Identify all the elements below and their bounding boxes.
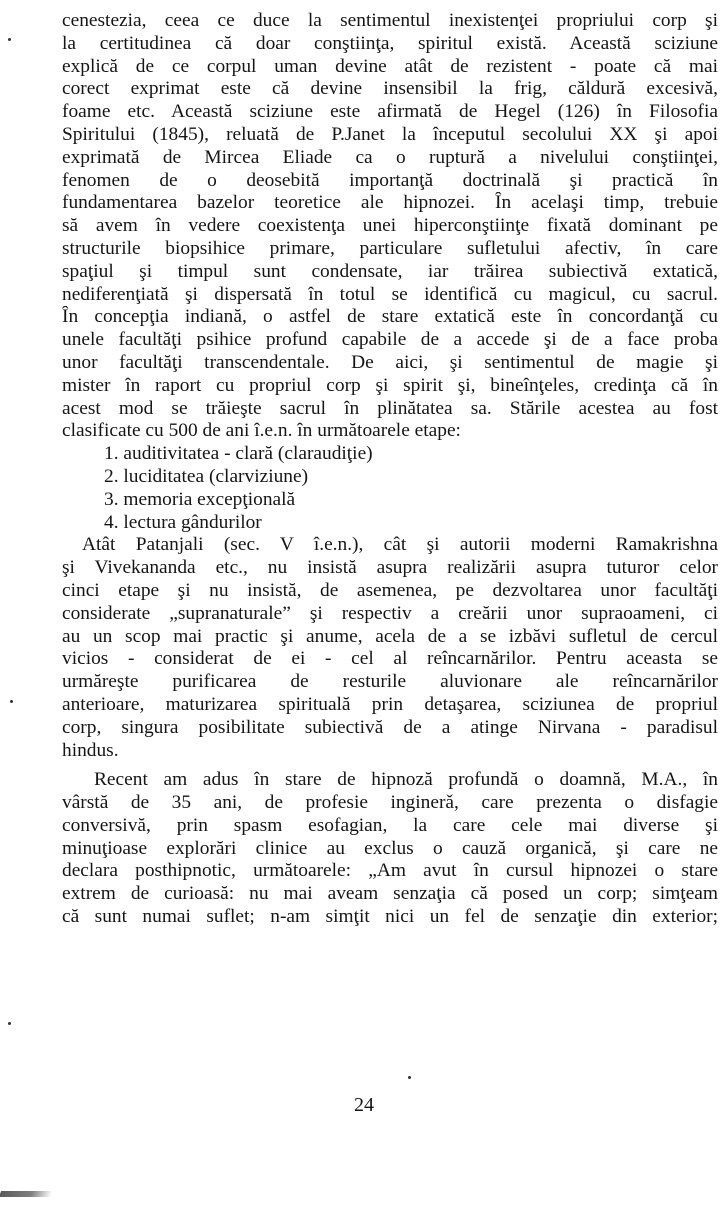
text-line: la certitudinea că doar conştiinţa, spiritul există. Această sciziune (62, 32, 718, 54)
text-line: clasificate cu 500 de ani î.e.n. în următoarele etape: (62, 420, 461, 442)
text-line: corect exprimat este că devine insensibil la frig, căldură excesivă, (62, 78, 718, 100)
list-item: 2. luciditatea (clarviziune) (104, 465, 309, 487)
text-line: anterioare, maturizarea spirituală prin detaşarea, sciziunea de propriul (62, 693, 718, 715)
text-line: fenomen de o deosebită importanţă doctrinală şi practică în (62, 169, 718, 191)
text-line: cenestezia, ceea ce duce la sentimentul inexistenţei propriului corp şi (62, 10, 718, 31)
text-line: nediferenţiată şi dispersată în totul se identifică cu magicul, cu sacrul. (62, 283, 718, 305)
page-number: 24 (354, 1094, 374, 1116)
text-line: exprimată de Mircea Eliade ca o ruptură a nivelului conştiinţei, (62, 146, 718, 168)
body-text (62, 10, 718, 929)
scan-speck (10, 700, 13, 703)
paragraph-gap (62, 762, 718, 769)
text-line: unor facultăţi transcendentale. De aici, şi sentimentul de magie şi (62, 351, 718, 373)
text-line: corp, singura posibilitate subiectivă de a atinge Nirvana - paradisul (62, 716, 718, 738)
text-line: spaţiul şi timpul sunt condensate, iar trăirea subiectivă extatică, (62, 260, 718, 282)
text-line: au un scop mai practic şi anume, acela de a se izbăvi sufletul de cercul (62, 625, 718, 647)
text-line: că sunt numai suflet; n-am simţit nici un fel de senzaţie din exterior; (62, 906, 718, 928)
text-line: Spiritului (1845), reluată de P.Janet la începutul secolului XX şi apoi (62, 123, 718, 145)
text-line: hindus. (62, 739, 119, 761)
text-line: Atât Patanjali (sec. V î.e.n.), cât şi autorii moderni Ramakrishna (82, 534, 718, 556)
text-line: să avem în vedere coexistenţa unei hiperconştiinţe fixată dominant pe (62, 215, 718, 237)
text-line: cinci etape şi nu insistă, de asemenea, pe dezvoltarea unor facultăţi (62, 579, 718, 601)
scan-speck (8, 1022, 11, 1025)
list-item: 1. auditivitatea - clară (claraudiţie) (104, 443, 373, 465)
text-line: vârstă de 35 ani, de profesie inginerǎ, care prezenta o disfagie (62, 792, 718, 814)
scan-speck (8, 38, 11, 41)
text-line: extrem de curioasă: nu mai aveam senzaţia că posed un corp; simţeam (62, 883, 718, 905)
list-item: 3. memoria excepţională (104, 488, 296, 510)
text-line: minuţioase explorări clinice au exclus o cauză organică, şi care ne (62, 837, 718, 859)
scan-artifact (0, 1191, 53, 1197)
text-line: vicios - considerat de ei - cel al reîncarnărilor. Pentru aceasta se (62, 648, 718, 670)
text-line: foame etc. Această sciziune este afirmată de Hegel (126) în Filosofia (62, 101, 718, 123)
text-line: acest mod se trăieşte sacrul în plinătatea sa. Stările acestea au fost (62, 397, 718, 419)
list-item: 4. lectura gândurilor (104, 511, 262, 533)
text-line: În concepţia indiană, o astfel de stare extatică este în concordanţă cu (62, 306, 718, 328)
text-line: declara posthipnotic, următoarele: „Am avut în cursul hipnozei o stare (62, 860, 718, 882)
scan-speck (408, 1076, 411, 1079)
text-line: considerate „supranaturale” şi respectiv a creării unor supraoameni, ci (62, 602, 718, 624)
text-line: conversivă, prin spasm esofagian, la care cele mai diverse şi (62, 814, 718, 836)
text-line: structurile biopsihice primare, particulare sufletului afectiv, în care (62, 237, 718, 259)
text-line: explică de ce corpul uman devine atât de rezistent - poate că mai (62, 55, 718, 77)
text-line: unele facultăţi psihice profund capabile de a accede şi de a face proba (62, 329, 718, 351)
text-line: Recent am adus în stare de hipnoză profundă o doamnă, M.A., în (94, 769, 718, 791)
text-line: şi Vivekananda etc., nu insistă asupra realizării asupra tuturor celor (62, 557, 718, 579)
text-line: fundamentarea bazelor teoretice ale hipnozei. În acelaşi timp, trebuie (62, 192, 718, 214)
text-line: mister în raport cu propriul corp şi spirit şi, bineînţeles, credinţa că în (62, 374, 718, 396)
text-line: urmăreşte purificarea de resturile aluvionare ale reîncarnărilor (62, 671, 718, 693)
